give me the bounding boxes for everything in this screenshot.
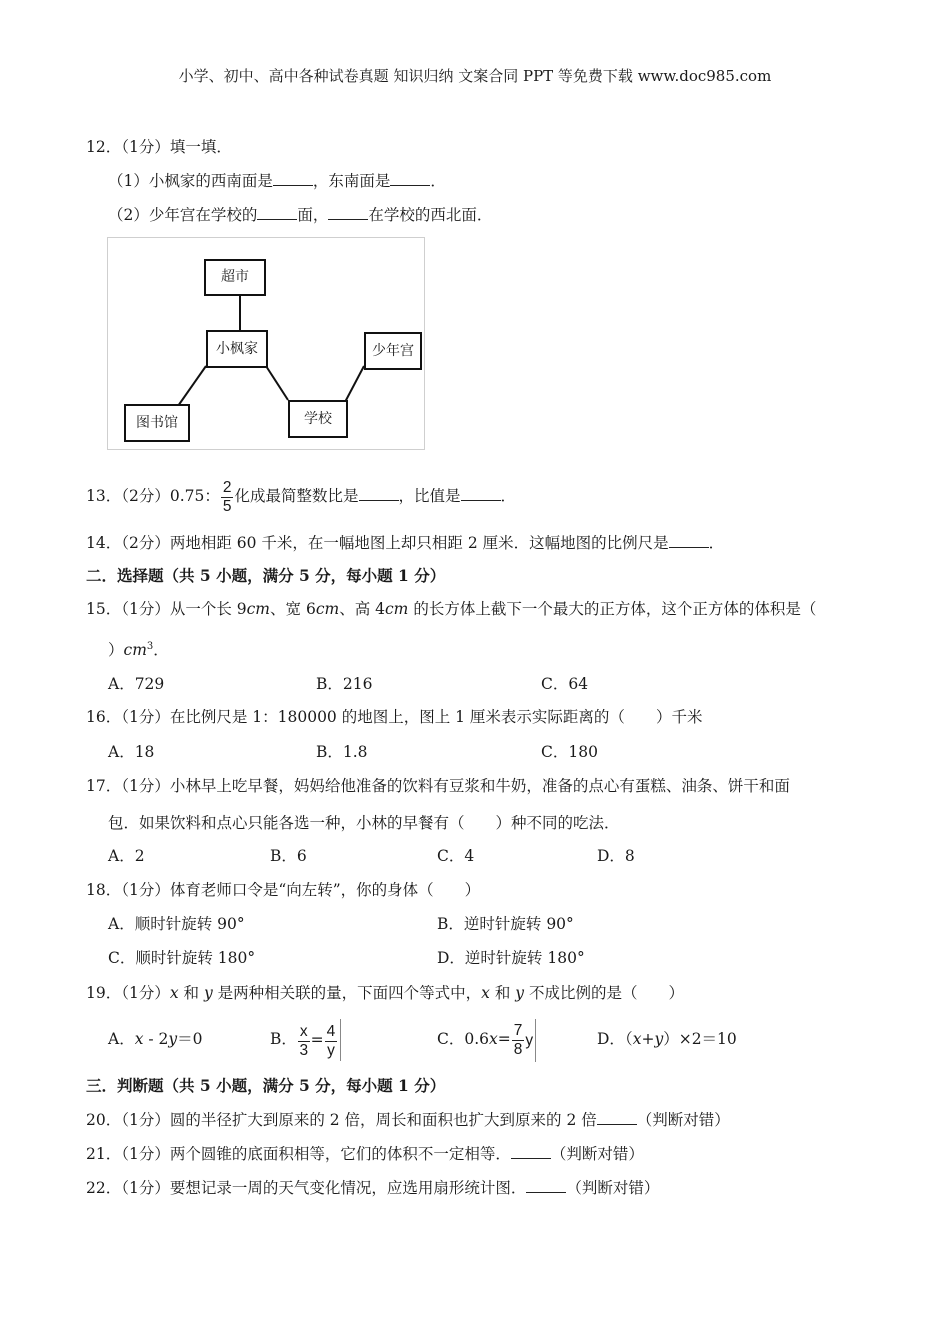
q13: 13．（2分）0.75： $\frac{2}{5}$ 化成最简整数比是 ，比值是 ． (86, 478, 517, 515)
option-c[interactable]: C．64 (541, 675, 589, 693)
option-c[interactable]: C．顺时针旋转 180° (108, 949, 256, 967)
direction-map-figure (107, 237, 425, 450)
q22: 22．（1分）要想记录一周的天气变化情况，应选用扇形统计图． （判断对错） (86, 1179, 660, 1197)
q12-part2: （2）少年宫在学校的 面， 在学校的西北面． (108, 206, 493, 224)
q19: 19．（1分）x 和 y 是两种相关联的量，下面四个等式中，x 和 y 不成比例的是（ ） (86, 984, 684, 1002)
page-header: 小学、初中、高中各种试卷真题 知识归纳 文案合同 PPT 等免费下载 www.doc985.com (178, 67, 772, 85)
q14: 14．（2分）两地相距 60 千米，在一幅地图上却只相距 2 厘米．这幅地图的比例尺是 ． (86, 534, 725, 552)
fraction: $\frac{2}{5}$ (222, 478, 232, 515)
q16: 16．（1分）在比例尺是 1：180000 的地图上，图上 1 厘米表示实际距离的（ ）千米 (86, 708, 703, 726)
section-3-heading: 三．判断题（共 5 小题，满分 5 分，每小题 1 分） (86, 1076, 446, 1095)
option-a[interactable]: A．顺时针旋转 90° (108, 915, 245, 933)
q21: 21．（1分）两个圆锥的底面积相等，它们的体积不一定相等． （判断对错） (86, 1145, 644, 1163)
answer-blank[interactable] (597, 1110, 637, 1125)
q15-line1: 15．（1分）从一个长 9cm、宽 6cm、高 4cm 的长方体上截下一个最大的正方体，这个正方体的体积是（ (86, 600, 817, 618)
option-c[interactable]: C．4 (437, 847, 475, 865)
q20: 20．（1分）圆的半径扩大到原来的 2 倍，周长和面积也扩大到原来的 2 倍 （判断对错） (86, 1111, 730, 1129)
map-home: 小枫家 (206, 330, 268, 368)
option-b[interactable]: B．逆时针旋转 90° (437, 915, 574, 933)
answer-blank[interactable] (273, 171, 313, 186)
q17-line2: 包．如果饮料和点心只能各选一种，小林的早餐有（ ）种不同的吃法． (108, 814, 620, 832)
option-a[interactable]: A．18 (108, 743, 155, 761)
option-a[interactable]: A．x - 2y＝0 (108, 1030, 203, 1048)
map-supermarket: 超市 (204, 259, 266, 296)
q17-line1: 17．（1分）小林早上吃早餐，妈妈给他准备的饮料有豆浆和牛奶，准备的点心有蛋糕、油条、饼干和面 (86, 777, 790, 795)
option-a[interactable]: A．2 (108, 847, 145, 865)
option-b[interactable]: B．1.8 (316, 743, 368, 761)
option-c[interactable]: C．180 (541, 743, 598, 761)
option-d[interactable]: D．逆时针旋转 180° (437, 949, 585, 967)
answer-blank[interactable] (511, 1144, 551, 1159)
answer-blank[interactable] (390, 171, 430, 186)
option-b[interactable]: B． $\frac{x}{3}$ = $\frac{4}{y}$ (270, 1018, 341, 1061)
option-c[interactable]: C．0.6x= $\frac{7}{8}$ y (437, 1018, 536, 1062)
answer-blank[interactable] (359, 486, 399, 501)
map-library: 图书馆 (124, 404, 190, 442)
q15-line2: ）$cm^3$． (108, 641, 169, 660)
option-b[interactable]: B．6 (270, 847, 307, 865)
option-b[interactable]: B．216 (316, 675, 373, 693)
map-youth-palace: 少年宫 (364, 332, 422, 370)
q12-part1: （1）小枫家的西南面是 ，东南面是 ． (108, 172, 446, 190)
option-a[interactable]: A．729 (108, 675, 165, 693)
answer-blank[interactable] (526, 1178, 566, 1193)
section-2-heading: 二．选择题（共 5 小题，满分 5 分，每小题 1 分） (86, 566, 446, 585)
answer-blank[interactable] (461, 486, 501, 501)
answer-blank[interactable] (328, 205, 368, 220)
option-d[interactable]: D．（x+y）×2＝10 (597, 1030, 737, 1048)
q18: 18．（1分）体育老师口令是“向左转”，你的身体（ ） (86, 881, 481, 899)
q12-stem: 12．（1分）填一填． (86, 138, 232, 156)
map-school: 学校 (288, 400, 348, 438)
option-d[interactable]: D．8 (597, 847, 635, 865)
answer-blank[interactable] (669, 533, 709, 548)
answer-blank[interactable] (257, 205, 297, 220)
